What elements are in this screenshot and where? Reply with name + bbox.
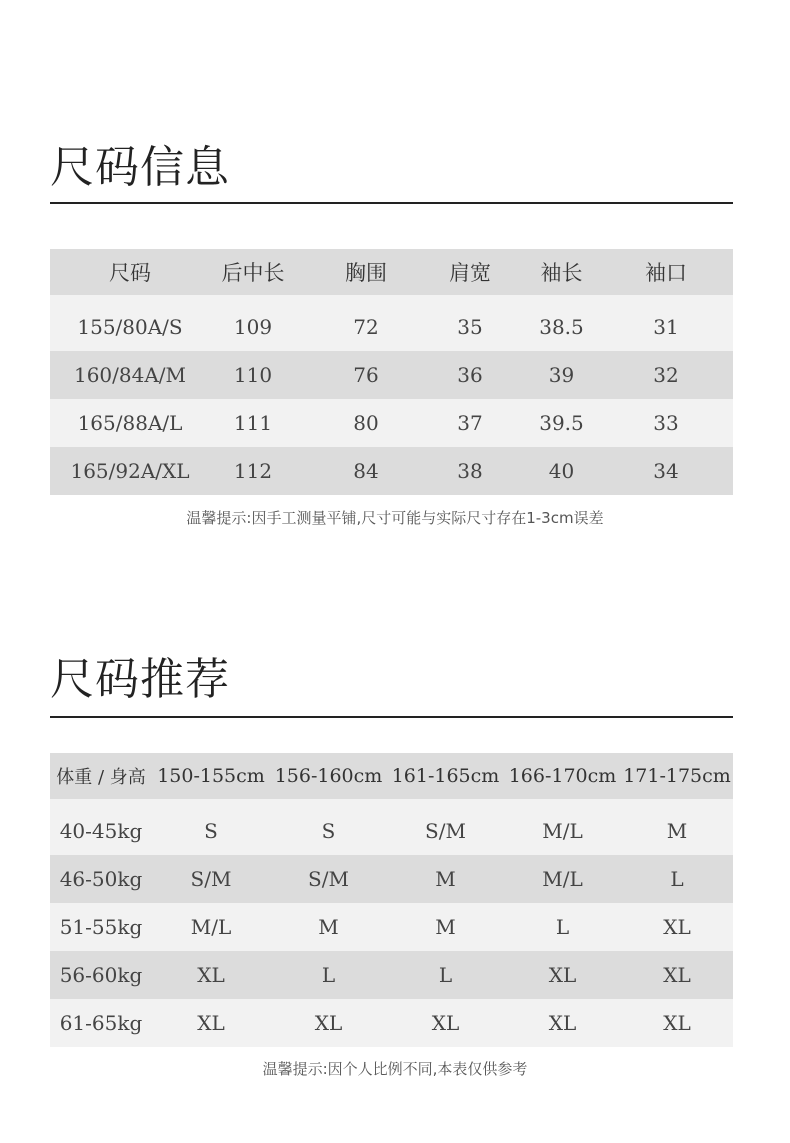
size-cell: S (321, 819, 336, 843)
size-recommend-divider (50, 716, 733, 718)
cuff-cell: 31 (653, 315, 679, 339)
size-cell: M (318, 915, 339, 939)
shoulder-cell: 37 (457, 411, 483, 435)
size-cell: XL (663, 1011, 691, 1035)
size-cell: 165/92A/XL (70, 459, 190, 483)
size-recommend-header-height-5: 171-175cm (623, 765, 731, 787)
size-info-header-length: 后中长 (221, 261, 285, 285)
table-row (50, 999, 733, 1047)
size-cell: M/L (542, 819, 583, 843)
size-info-header-size: 尺码 (109, 261, 151, 285)
size-recommend-header-row (50, 753, 733, 799)
cuff-cell: 33 (653, 411, 679, 435)
size-info-header-shoulder: 肩宽 (449, 261, 491, 285)
length-cell: 111 (233, 411, 273, 435)
size-cell: XL (197, 1011, 225, 1035)
size-recommend-note: 温馨提示:因个人比例不同,本表仅供参考 (262, 1060, 528, 1078)
weight-cell: 56-60kg (59, 963, 143, 987)
chest-cell: 76 (353, 363, 379, 387)
size-info-title: 尺码信息 (50, 142, 230, 193)
shoulder-cell: 36 (457, 363, 483, 387)
length-cell: 109 (233, 315, 273, 339)
size-cell: L (321, 963, 336, 987)
size-cell: S (204, 819, 218, 843)
size-recommend-header-height-2: 156-160cm (274, 765, 383, 787)
shoulder-cell: 38 (457, 459, 483, 483)
size-cell: XL (314, 1011, 343, 1035)
table-row (50, 351, 733, 399)
sleeve-length-cell: 39.5 (539, 411, 584, 435)
size-info-header-sleeve-length: 袖长 (540, 261, 583, 285)
sleeve-length-cell: 39 (548, 363, 575, 387)
size-recommend-header-height-3: 161-165cm (391, 765, 500, 787)
shoulder-cell: 35 (457, 315, 483, 339)
size-recommend-title: 尺码推荐 (50, 654, 230, 705)
table-row (50, 903, 733, 951)
size-cell: XL (548, 963, 577, 987)
size-recommend-table (50, 753, 733, 1047)
size-recommend-header-height-4: 166-170cm (508, 765, 617, 787)
size-cell: 160/84A/M (73, 363, 187, 387)
size-info-note: 温馨提示:因手工测量平铺,尺寸可能与实际尺寸存在1-3cm误差 (186, 509, 604, 527)
length-cell: 112 (233, 459, 273, 483)
size-cell: L (670, 867, 684, 891)
length-cell: 110 (233, 363, 273, 387)
chest-cell: 72 (353, 315, 379, 339)
weight-cell: 40-45kg (59, 819, 143, 843)
table-row (50, 951, 733, 999)
weight-cell: 51-55kg (59, 915, 143, 939)
chest-cell: 84 (353, 459, 379, 483)
table-spacer (50, 295, 733, 303)
table-row (50, 447, 733, 495)
size-info-table (50, 249, 733, 495)
cuff-cell: 34 (653, 459, 679, 483)
table-row (50, 303, 733, 351)
size-info-header-row (50, 249, 733, 295)
table-row (50, 807, 733, 855)
size-cell: 165/88A/L (77, 411, 183, 435)
sleeve-length-cell: 38.5 (539, 315, 584, 339)
size-cell: XL (663, 915, 691, 939)
table-row (50, 399, 733, 447)
cuff-cell: 32 (653, 363, 679, 387)
weight-cell: 46-50kg (59, 867, 143, 891)
size-cell: XL (663, 963, 691, 987)
size-cell: XL (548, 1011, 577, 1035)
chest-cell: 80 (353, 411, 379, 435)
table-row (50, 855, 733, 903)
size-info-header-cuff: 袖口 (645, 261, 687, 285)
size-cell: M (666, 819, 688, 843)
size-cell: 155/80A/S (77, 315, 183, 339)
size-recommend-header-weight-height: 体重 / 身高 (56, 767, 146, 788)
size-recommend-header-height-1: 150-155cm (157, 765, 265, 787)
size-cell: M (435, 867, 456, 891)
size-cell: S/M (190, 867, 232, 891)
size-cell: S/M (308, 867, 349, 891)
table-spacer (50, 799, 733, 807)
sleeve-length-cell: 40 (548, 459, 575, 483)
size-cell: M/L (542, 867, 583, 891)
size-cell: L (555, 915, 570, 939)
size-cell: M (435, 915, 456, 939)
size-cell: M/L (190, 915, 232, 939)
size-cell: L (438, 963, 453, 987)
size-cell: XL (431, 1011, 460, 1035)
size-cell: XL (197, 963, 225, 987)
weight-cell: 61-65kg (59, 1011, 143, 1035)
size-info-header-chest: 胸围 (345, 261, 387, 285)
size-info-divider (50, 202, 733, 204)
size-cell: S/M (425, 819, 466, 843)
